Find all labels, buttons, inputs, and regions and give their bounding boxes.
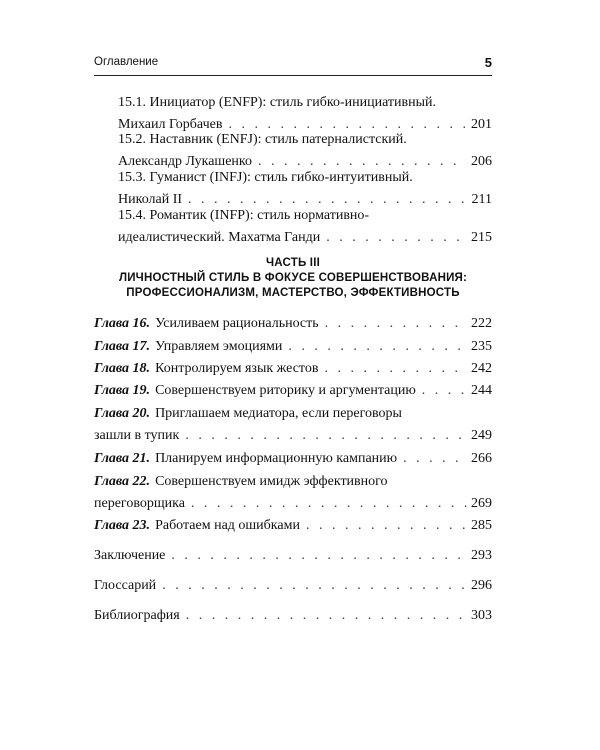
chapter-label: Глава 16. (94, 316, 151, 331)
leader-dots (326, 227, 467, 249)
leader-dots (288, 336, 467, 358)
part-label: ЧАСТЬ III (266, 257, 320, 269)
toc-glossary (94, 575, 492, 597)
chapter-page: 249 (471, 428, 492, 443)
chapter-label: Глава 23. (94, 518, 151, 533)
entry-text: идеалистический. Махатма Ганди (118, 230, 321, 245)
leader-dots (306, 515, 467, 537)
chapter-label: Глава 19. (94, 383, 151, 398)
chapter-page: 244 (471, 383, 492, 398)
chapter-title: Работаем над ошибками (155, 518, 300, 533)
chapter-label: Глава 20. (94, 406, 151, 421)
entry-page: 215 (471, 230, 492, 245)
running-header (94, 56, 492, 72)
header-title: Оглавление (94, 56, 159, 68)
toc-chapter-18 (94, 358, 492, 380)
chapter-label: Глава 22. (94, 474, 151, 489)
leader-dots (162, 575, 467, 597)
entry-text: Михаил Горбачев (118, 117, 223, 132)
toc-chapter-23 (94, 515, 492, 537)
leader-dots (325, 313, 467, 335)
entry-text: 15.2. Наставник (ENFJ): стиль патерналистский. (118, 132, 407, 147)
leader-dots (403, 448, 467, 470)
toc-chapter-16 (94, 313, 492, 335)
chapter-page: 222 (471, 316, 492, 331)
entry-page: 293 (471, 548, 492, 563)
chapter-title-continued: переговорщика (94, 496, 185, 511)
entry-text: Глоссарий (94, 578, 157, 593)
toc-chapter-17 (94, 336, 492, 358)
leader-dots (185, 425, 467, 447)
header-rule (94, 75, 492, 76)
chapter-title: Управляем эмоциями (155, 339, 283, 354)
entry-text: Заключение (94, 548, 166, 563)
entry-page: 296 (471, 578, 492, 593)
toc-entry-15-4 (118, 205, 492, 249)
chapter-title: Приглашаем медиатора, если переговоры (155, 406, 402, 421)
part-title-line-1: ЛИЧНОСТНЫЙ СТИЛЬ В ФОКУСЕ СОВЕРШЕНСТВОВАНИЯ: (118, 272, 468, 284)
entry-page: 303 (471, 608, 492, 623)
chapter-page: 285 (471, 518, 492, 533)
toc-chapter-20 (94, 403, 492, 447)
chapter-page: 269 (471, 496, 492, 511)
leader-dots (422, 380, 467, 402)
chapter-title: Усиливаем рациональность (155, 316, 319, 331)
chapter-title-continued: зашли в тупик (94, 428, 180, 443)
entry-text: 15.1. Инициатор (ENFP): стиль гибко-инициативный. (118, 95, 437, 110)
chapter-title: Совершенствуем имидж эффективного (155, 474, 388, 489)
entry-text: Александр Лукашенко (118, 154, 253, 169)
toc-conclusion (94, 545, 492, 567)
header-page-number: 5 (484, 55, 492, 70)
chapter-label: Глава 18. (94, 361, 151, 376)
toc-chapter-22 (94, 471, 492, 515)
leader-dots (324, 358, 467, 380)
chapter-page: 242 (471, 361, 492, 376)
entry-text: Николай II (118, 192, 183, 207)
entry-page: 211 (471, 192, 492, 207)
toc-chapter-21 (94, 448, 492, 470)
leader-dots (186, 605, 467, 627)
leader-dots (191, 493, 467, 515)
chapter-label: Глава 17. (94, 339, 151, 354)
chapter-title: Совершенствуем риторику и аргументацию (155, 383, 416, 398)
toc-chapter-19 (94, 380, 492, 402)
chapter-title: Планируем информационную кампанию (155, 451, 398, 466)
toc-bibliography (94, 605, 492, 627)
entry-page: 201 (471, 117, 492, 132)
chapter-page: 266 (471, 451, 492, 466)
entry-text: 15.3. Гуманист (INFJ): стиль гибко-интуитивный. (118, 170, 413, 185)
part-title-line-2: ПРОФЕССИОНАЛИЗМ, МАСТЕРСТВО, ЭФФЕКТИВНОСТЬ (126, 287, 460, 299)
chapter-title: Контролируем язык жестов (155, 361, 319, 376)
chapter-page: 235 (471, 339, 492, 354)
chapter-label: Глава 21. (94, 451, 151, 466)
part-heading (94, 256, 492, 301)
entry-text: 15.4. Романтик (INFP): стиль нормативно- (118, 208, 370, 223)
entry-text: Библиография (94, 608, 180, 623)
entry-page: 206 (471, 154, 492, 169)
leader-dots (171, 545, 467, 567)
